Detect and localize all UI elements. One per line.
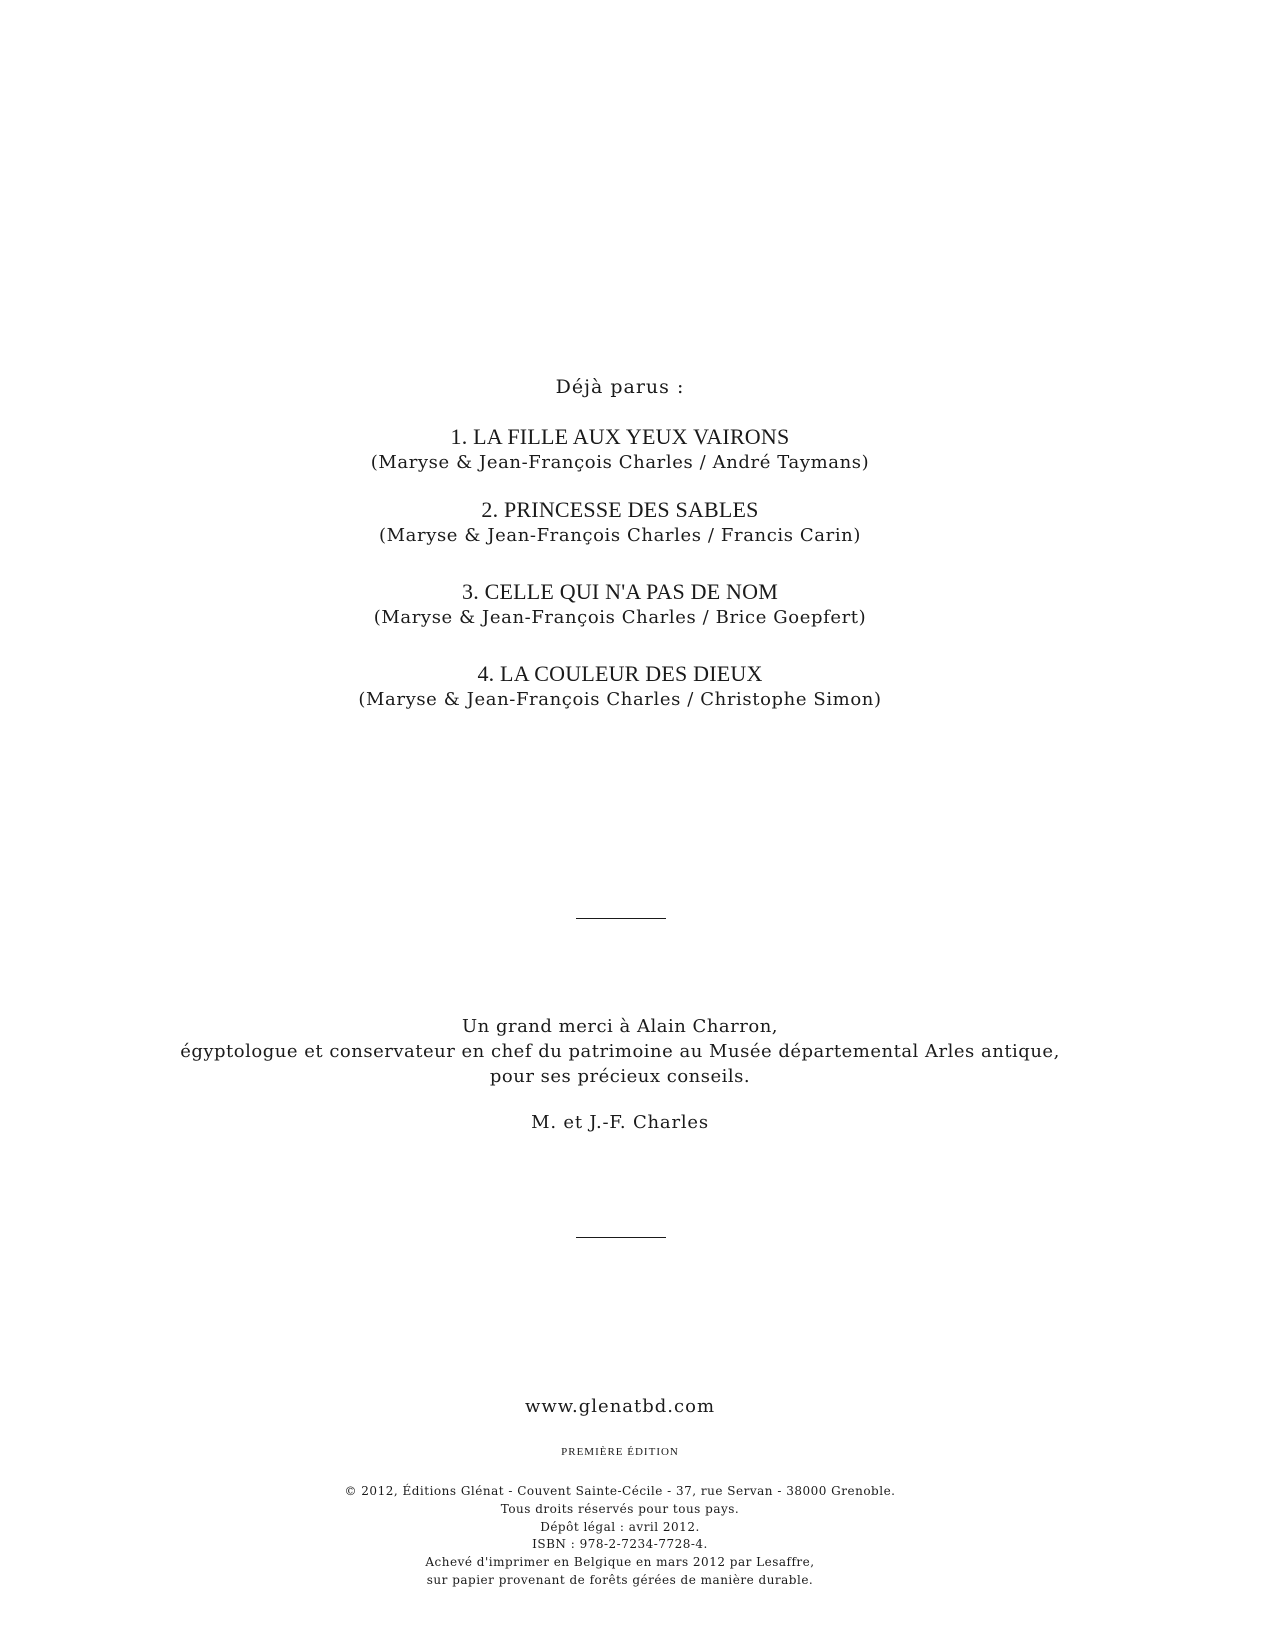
- book-4-title: 4. LA COULEUR DES DIEUX: [477, 661, 763, 686]
- acknowledgement-line-2: égyptologue et conservateur en chef du patrimoine au Musée départemental Arles antique,: [180, 1041, 1060, 1062]
- isbn-line: ISBN : 978-2-7234-7728-4.: [532, 1537, 708, 1551]
- section-divider: [576, 1237, 666, 1238]
- edition-label: PREMIÈRE ÉDITION: [561, 1446, 679, 1458]
- book-1-authors: (Maryse & Jean-François Charles / André Taymans): [370, 452, 870, 473]
- paper-source-line: sur papier provenant de forêts gérées de manière durable.: [426, 1573, 814, 1587]
- legal-deposit-line: Dépôt légal : avril 2012.: [540, 1520, 700, 1534]
- acknowledgement-signature: M. et J.-F. Charles: [531, 1112, 709, 1133]
- book-4-authors: (Maryse & Jean-François Charles / Christophe Simon): [358, 689, 882, 710]
- book-1-title: 1. LA FILLE AUX YEUX VAIRONS: [450, 424, 790, 449]
- copyright-line: © 2012, Éditions Glénat - Couvent Sainte-Cécile - 37, rue Servan - 38000 Grenoble.: [344, 1484, 896, 1498]
- book-2-authors: (Maryse & Jean-François Charles / Francis Carin): [379, 525, 861, 546]
- previously-published-heading: Déjà parus :: [555, 376, 685, 398]
- book-3-title: 3. CELLE QUI N'A PAS DE NOM: [462, 579, 778, 604]
- book-3-authors: (Maryse & Jean-François Charles / Brice Goepfert): [373, 607, 867, 628]
- section-divider: [576, 918, 666, 919]
- acknowledgement-line-1: Un grand merci à Alain Charron,: [461, 1016, 779, 1037]
- book-2-title: 2. PRINCESSE DES SABLES: [481, 497, 759, 522]
- rights-line: Tous droits réservés pour tous pays.: [500, 1502, 740, 1516]
- publisher-website: www.glenatbd.com: [524, 1396, 716, 1417]
- printing-line: Achevé d'imprimer en Belgique en mars 2012 par Lesaffre,: [425, 1555, 815, 1569]
- acknowledgement-line-3: pour ses précieux conseils.: [489, 1066, 751, 1087]
